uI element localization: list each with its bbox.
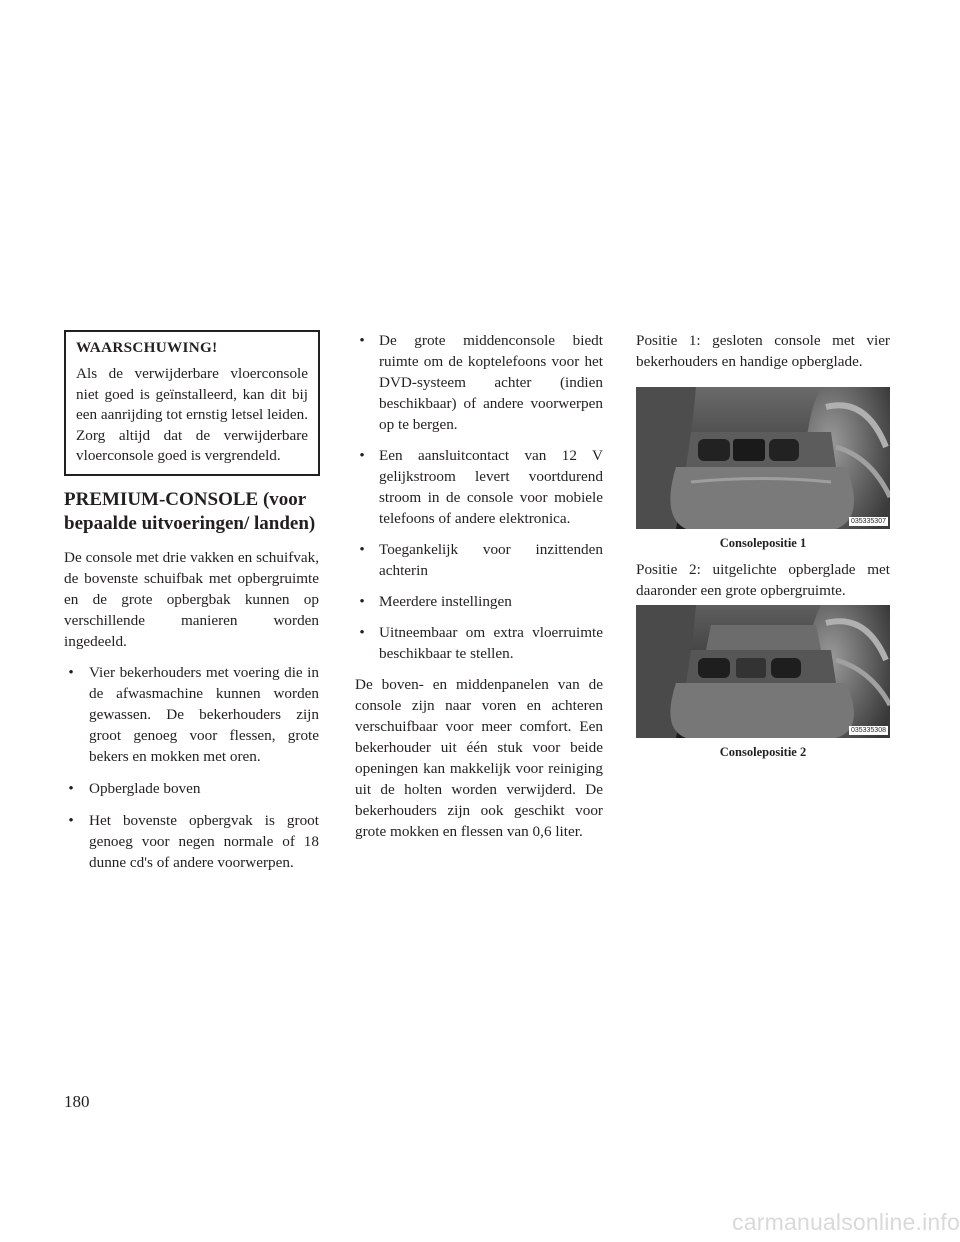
bullet-icon: • <box>359 624 365 641</box>
section-heading: PREMIUM-CONSOLE (voor bepaalde uitvoeringen/ landen) <box>64 488 316 534</box>
list-item: • Toegankelijk voor inzittenden achterin <box>355 539 603 581</box>
list-item: • Uitneembaar om extra vloerruimte beschikbaar te stellen. <box>355 622 603 664</box>
bullet-icon: • <box>68 811 74 829</box>
feature-list-2 <box>355 330 603 664</box>
console-position-1-caption: Consolepositie 1 <box>719 536 807 550</box>
console-position-2-image <box>636 605 890 738</box>
warning-title: WAARSCHUWING! <box>76 339 218 356</box>
list-item: • Meerdere instellingen <box>355 591 603 612</box>
bullet-icon: • <box>359 332 365 349</box>
console-position-2-caption: Consolepositie 2 <box>719 745 807 759</box>
bullet-icon: • <box>359 593 365 610</box>
list-item: • Vier bekerhouders met voering die in de afwasmachine kunnen worden gewassen. De bekerhouders zijn groot genoeg voor flessen, grote bekers en mokken met oren. <box>64 662 319 767</box>
position-1-text: Positie 1: gesloten console met vier bekerhouders en handige opberglade. <box>636 332 890 370</box>
position-2-text: Positie 2: uitgelichte opberglade met daaronder een grote opbergruimte. <box>636 561 890 599</box>
column-1 <box>64 330 319 884</box>
console-position-1-image <box>636 387 890 529</box>
watermark: carmanualsonline.info <box>732 1209 960 1235</box>
image-code: 035335307 <box>850 518 886 525</box>
image-code: 035335308 <box>850 727 886 734</box>
bullet-icon: • <box>359 541 365 558</box>
bullet-icon: • <box>68 779 74 797</box>
list-item: • De grote middenconsole biedt ruimte om de koptelefoons voor het DVD-systeem achter (indien beschikbaar) of andere voorwerpen op te bergen. <box>355 330 603 435</box>
page-number: 180 <box>64 1092 90 1111</box>
list-item: • Het bovenste opbergvak is groot genoeg voor negen normale of 18 dunne cd's of andere voorwerpen. <box>64 810 319 873</box>
panels-paragraph: De boven- en middenpanelen van de console zijn naar voren en achteren verschuifbaar voor meer comfort. Een bekerhouder uit één stuk voor beide openingen kan makkelijk voor reiniging uit de holten worden verwijderd. De bekerhouders zijn ook geschikt voor grote mokken en flessen van 0,6 liter. <box>355 676 603 840</box>
feature-list-1 <box>64 662 319 873</box>
section-intro: De console met drie vakken en schuifvak, de bovenste schuifbak met opbergruimte en de grote opbergbak kunnen op verschillende manieren worden ingedeeld. <box>64 548 319 650</box>
bullet-icon: • <box>359 447 365 464</box>
column-2 <box>355 330 603 842</box>
bullet-icon: • <box>68 663 74 681</box>
list-item: • Opberglade boven <box>64 778 319 799</box>
list-item: • Een aansluitcontact van 12 V gelijkstroom levert voortdurend stroom in de console voor mobiele telefoons of andere elektronica. <box>355 445 603 529</box>
column-3 <box>636 330 890 768</box>
warning-text: Als de verwijderbare vloerconsole niet goed is geïnstalleerd, kan dit bij een aanrijding tot ernstig letsel leiden. Zorg altijd dat de verwijderbare vloerconsole goed is vergrendeld. <box>76 365 308 464</box>
warning-box <box>64 330 320 476</box>
